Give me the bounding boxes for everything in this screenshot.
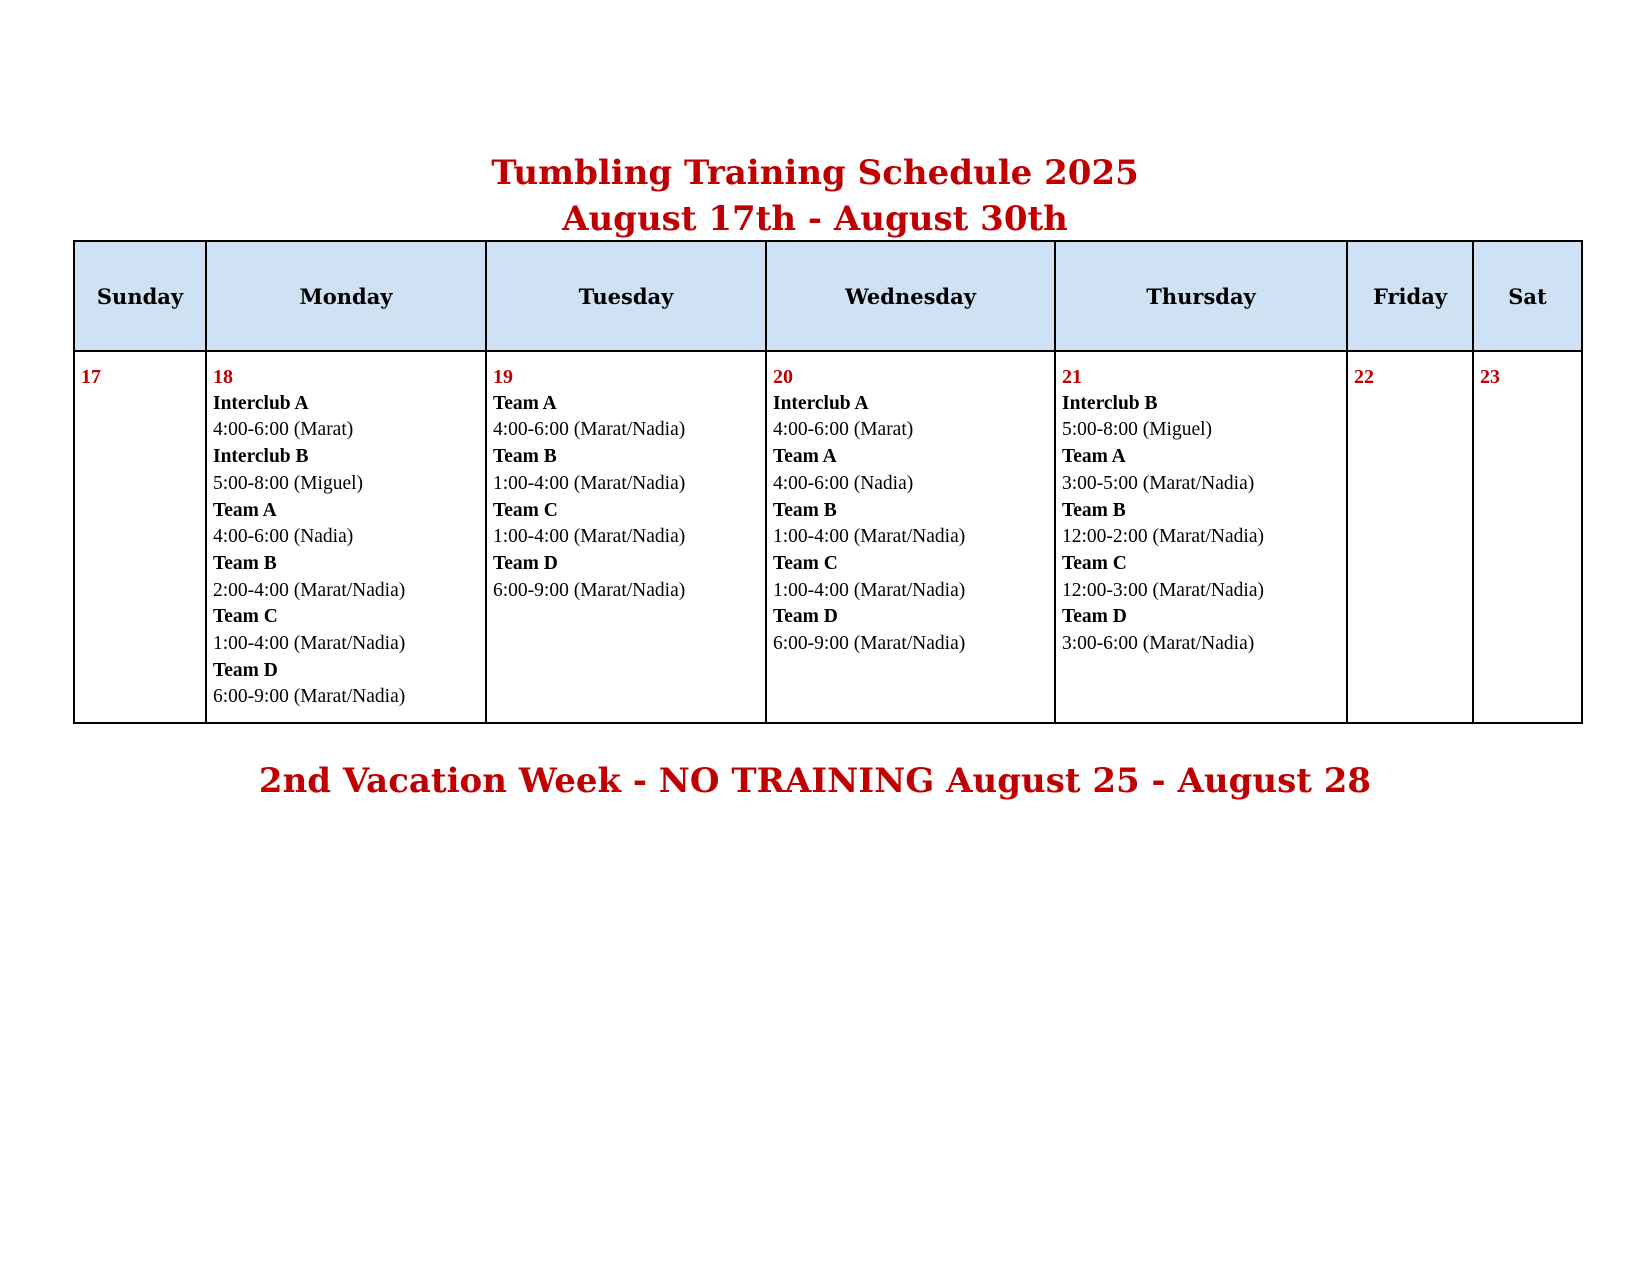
header-monday: Monday	[206, 241, 486, 351]
schedule-table	[73, 240, 1583, 724]
session-time: 3:00-5:00 (Marat/Nadia)	[1062, 472, 1255, 494]
session-team: Team D	[773, 606, 838, 628]
session-team: Team B	[493, 446, 557, 468]
session-team: Team C	[773, 552, 838, 574]
session-time: 4:00-6:00 (Marat)	[213, 419, 354, 441]
day-number: 20	[773, 366, 793, 388]
session-time: 4:00-6:00 (Nadia)	[773, 472, 914, 494]
session-time: 6:00-9:00 (Marat/Nadia)	[773, 633, 966, 655]
header-thursday: Thursday	[1055, 241, 1347, 351]
session-time: 5:00-8:00 (Miguel)	[213, 472, 364, 494]
header-wednesday: Wednesday	[766, 241, 1055, 351]
session-time: 1:00-4:00 (Marat/Nadia)	[493, 526, 686, 548]
day-cell	[486, 351, 766, 723]
session-time: 6:00-9:00 (Marat/Nadia)	[213, 686, 406, 708]
session-time: 4:00-6:00 (Nadia)	[213, 526, 354, 548]
session-time: 4:00-6:00 (Marat)	[773, 419, 914, 441]
session-time: 5:00-8:00 (Miguel)	[1062, 419, 1213, 441]
session-team: Interclub B	[213, 446, 309, 468]
day-number: 18	[213, 366, 233, 388]
session-team: Team A	[1062, 446, 1126, 468]
schedule-title	[0, 150, 1630, 242]
day-number: 22	[1354, 366, 1374, 388]
session-team: Team B	[213, 552, 277, 574]
session-team: Team C	[213, 606, 278, 628]
session-time: 6:00-9:00 (Marat/Nadia)	[493, 579, 686, 601]
title-line-2: August 17th - August 30th	[562, 199, 1068, 239]
session-time: 2:00-4:00 (Marat/Nadia)	[213, 579, 406, 601]
session-team: Team A	[493, 392, 557, 414]
day-number: 21	[1062, 366, 1082, 388]
header-saturday: Sat	[1473, 241, 1582, 351]
day-cell	[74, 351, 206, 723]
session-team: Team A	[213, 499, 277, 521]
session-team: Team B	[1062, 499, 1126, 521]
session-time: 1:00-4:00 (Marat/Nadia)	[493, 472, 686, 494]
session-team: Team C	[1062, 552, 1127, 574]
day-cell	[1347, 351, 1473, 723]
day-cell	[1055, 351, 1347, 723]
day-cell	[206, 351, 486, 723]
session-time: 1:00-4:00 (Marat/Nadia)	[213, 633, 406, 655]
session-time: 4:00-6:00 (Marat/Nadia)	[493, 419, 686, 441]
week-row	[74, 351, 1582, 723]
header-row	[74, 241, 1582, 351]
day-number: 17	[81, 366, 101, 388]
header-friday: Friday	[1347, 241, 1473, 351]
header-tuesday: Tuesday	[486, 241, 766, 351]
session-time: 1:00-4:00 (Marat/Nadia)	[773, 579, 966, 601]
session-team: Team A	[773, 446, 837, 468]
session-team: Team B	[773, 499, 837, 521]
session-team: Interclub A	[213, 392, 309, 414]
session-time: 12:00-3:00 (Marat/Nadia)	[1062, 579, 1264, 601]
vacation-note: 2nd Vacation Week - NO TRAINING August 25 - August 28	[258, 761, 1372, 801]
day-cell	[766, 351, 1055, 723]
session-time: 3:00-6:00 (Marat/Nadia)	[1062, 633, 1255, 655]
session-team: Team D	[493, 552, 558, 574]
day-cell	[1473, 351, 1582, 723]
session-time: 12:00-2:00 (Marat/Nadia)	[1062, 526, 1264, 548]
session-team: Interclub B	[1062, 392, 1158, 414]
title-line-1: Tumbling Training Schedule 2025	[491, 153, 1139, 193]
session-team: Team D	[1062, 606, 1127, 628]
session-team: Team D	[213, 659, 278, 681]
day-number: 19	[493, 366, 513, 388]
session-time: 1:00-4:00 (Marat/Nadia)	[773, 526, 966, 548]
session-team: Team C	[493, 499, 558, 521]
session-team: Interclub A	[773, 392, 869, 414]
header-sunday: Sunday	[74, 241, 206, 351]
day-number: 23	[1480, 366, 1500, 388]
